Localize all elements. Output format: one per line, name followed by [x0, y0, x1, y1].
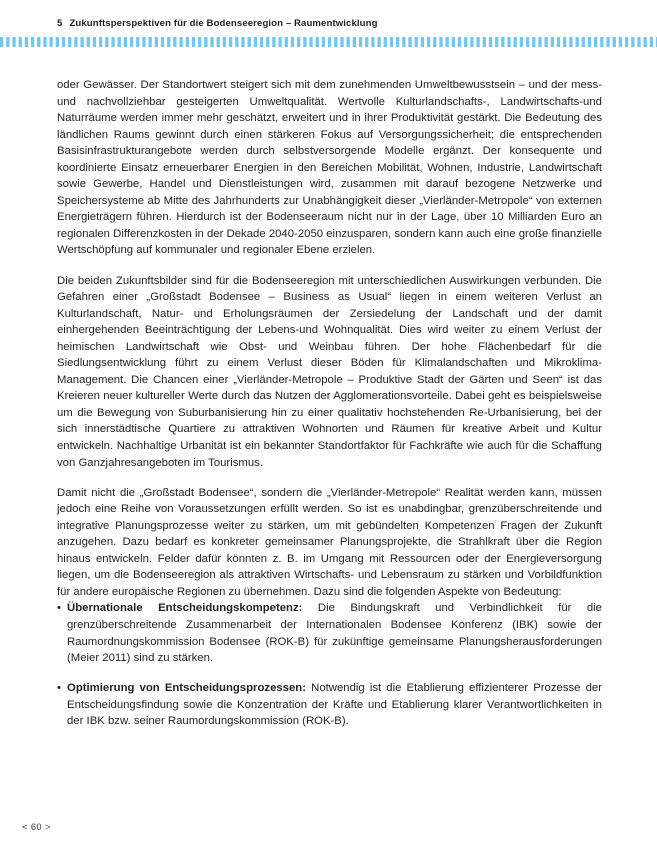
- body-paragraph-1: oder Gewässer. Der Standortwert steigert sich mit dem zunehmenden Umweltbewusstsein – und der mess- und nachvollziehbar gesteigerten Umweltqualität. Wertvolle Kulturlandschafts-, Landwirtschafts-und Naturräume werden immer mehr geschätzt, erweitert und in ihrer Produktivität gestärkt. Die Bedeutung des ländlichen Raums gewinnt durch einen stärkeren Fokus auf Versorgungssicherheit; die entsprechenden Basisinfrastrukturangebote werden durch selbstversorgende Modelle ergänzt. Der konsequente und koordinierte Einsatz erneuerbarer Energien in den Bereichen Mobilität, Wohnen, Industrie, Landwirtschaft sowie Gewerbe, Handel und Dienstleistungen wird, zusammen mit darauf bezogene Netzwerke und Speichersysteme ab Mitte des Jahrhunderts zur Unabhängigkeit dieser „Vierländer-Metropole“ von externen Energieträgern führen. Hierdurch ist der Bodenseeraum nicht nur in der Lage, über 10 Milliarden Euro an regionalen Differenzkosten in der Dekade 2040-2050 einzusparen, sondern kann auch eine große finanzielle Wertschöpfung auf kommunaler und regionaler Ebene erzielen.: [57, 79, 602, 257]
- chapter-number: 5: [57, 18, 63, 29]
- bullet-marker-icon: •: [57, 682, 61, 695]
- running-head: [57, 18, 617, 29]
- list-item: [57, 680, 602, 730]
- aspects-bullet-list: [57, 600, 602, 729]
- decorative-dashed-rule: [0, 37, 657, 47]
- list-item-text: Die Bindungskraft und Verbindlichkeit für die grenzüberschreitende Zusammenarbeit der Internationalen Bodensee Konferenz (IBK) sowie der Raumordnungskommission Bodensee (ROK-B) für zukünftige gemeinsame Planungsherausforderungen (Meier 2011) sind zu stärken.: [67, 602, 602, 665]
- page-folio: < 60 >: [22, 821, 51, 832]
- list-item-lead: Übernationale Entscheidungskompetenz:: [67, 602, 303, 615]
- body-paragraph-2: Die beiden Zukunftsbilder sind für die Bodenseeregion mit unterschiedlichen Auswirkungen verbunden. Die Gefahren einer „Großstadt Bodensee – Business as Usual“ liegen in einem weiteren Verlust an Kulturlandschaft, Natur- und Erholungsräumen der Zersiedelung der Landschaft und der damit einhergehenden Beeinträchtigung der Lebens-und Wohnqualität. Dies wird weiter zu einem Verlust der heimischen Landwirtschaft wie Obst- und Weinbau führen. Der hohe Flächenbedarf für die Siedlungsentwicklung führt zu einem Verlust dieser Böden für Klimalandschaften und Mikroklima-Management. Die Chancen einer „Vierländer-Metropole – Produktive Stadt der Gärten und Seen“ ist das Kreieren neuer kultureller Werte durch das Nutzen der Agglomerationsvorteile. Dabei geht es beispielsweise um die Bewegung von Suburbanisierung hin zu einer qualitativ hochstehenden Re-Urbanisierung, bei der sich innerstädtische Quartiere zu attraktiven Wohnorten und Räumen für kreative Arbeit und Kultur entwickeln. Nachhaltige Urbanität ist ein bekannter Standortfaktor für Fachkräfte wie auch für die Schaffung von Ganzjahresangeboten im Tourismus.: [57, 274, 602, 469]
- page-body: [57, 77, 602, 730]
- running-head-title: Zukunftsperspektiven für die Bodenseeregion – Raumentwicklung: [69, 18, 378, 29]
- list-item-lead: Optimierung von Entscheidungsprozessen:: [67, 682, 307, 695]
- list-item: [57, 600, 602, 666]
- bullet-marker-icon: •: [57, 602, 61, 615]
- body-paragraph-3: Damit nicht die „Großstadt Bodensee“, sondern die „Vierländer-Metropole“ Realität werden kann, müssen jedoch eine Reihe von Voraussetzungen erfüllt werden. So ist es unabdingbar, grenzüberschreitende und integrative Planungsprozesse weiter zu stärken, um mit gebündelten Kompetenzen Fragen der Zukunft anzugehen. Dazu bedarf es konkreter gemeinsamer Planungsprojekte, die Strahlkraft über die Region hinaus entwickeln. Felder dafür könnten z. B. im Umgang mit Ressourcen oder der Energieversorgung liegen, um die Bodenseeregion als attraktiven Wirtschafts- und Lebensraum zu stärken und Vorbildfunktion für andere europäische Regionen zu übernehmen. Dazu sind die folgenden Aspekte von Bedeutung:: [57, 486, 602, 598]
- list-item-text: Notwendig ist die Etablierung effizienterer Prozesse der Entscheidungsfindung sowie die Konzentration der Kräfte und Etablierung klarer Verantwortlichkeiten in der IBK bzw. seiner Raumordungskommission (ROK-B).: [67, 682, 602, 728]
